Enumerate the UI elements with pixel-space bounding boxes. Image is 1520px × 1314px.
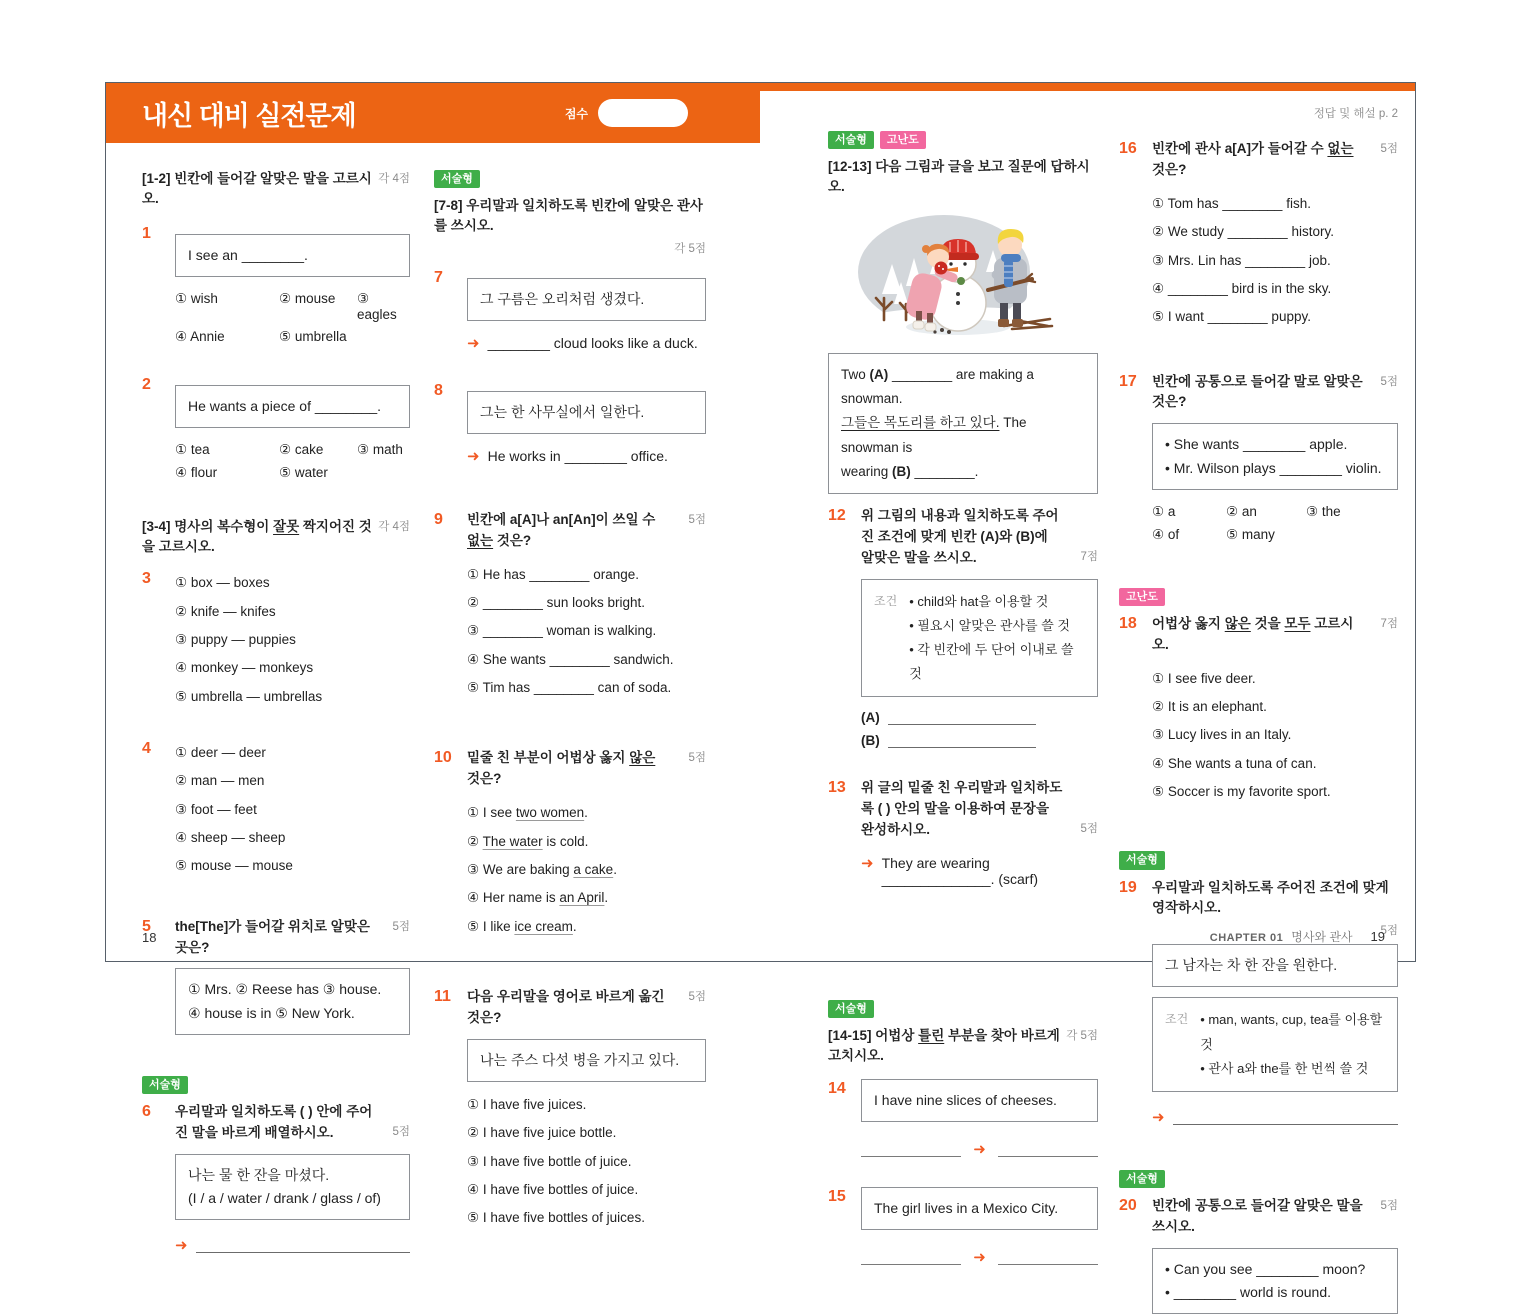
options: [175, 291, 410, 345]
stimulus-box: 나는 주스 다섯 병을 가지고 있다.: [467, 1039, 706, 1082]
stimulus-box: • She wants ________ apple. • Mr. Wilson plays ________ violin.: [1152, 423, 1398, 489]
condition-list: [1200, 1008, 1385, 1080]
arrow-icon: ➜: [467, 447, 480, 465]
question-title: 빈칸에 공통으로 들어갈 말로 알맞은 것은? 5점: [1152, 373, 1398, 410]
question-number: 7: [434, 268, 443, 286]
points-label: 7점: [1380, 617, 1398, 630]
question-title: 빈칸에 관사 a[A]가 들어갈 수 없는 것은? 5점: [1152, 141, 1398, 177]
option: ⑤ I have five bottles of juices.: [467, 1210, 645, 1226]
points-label: 각 5점: [674, 242, 706, 255]
points-label: 각 5점: [1066, 1030, 1098, 1043]
option: ⑤ Soccer is my favorite sport.: [1152, 784, 1331, 799]
option: ⑤ mouse — mouse: [175, 858, 293, 874]
condition-item: • man, wants, cup, tea를 이용할 것: [1200, 1012, 1383, 1052]
question-number: 17: [1119, 372, 1137, 390]
points-label: 각 4점: [378, 173, 410, 185]
answer-blank-line: [861, 1254, 961, 1265]
option: ① I see two women.: [467, 805, 588, 821]
question-number: 9: [434, 510, 443, 528]
section-14-15-header: [14-15] 어법상 틀린 부분을 찾아 바르게 고치시오. 각 5점: [828, 1028, 1098, 1064]
question-number: 8: [434, 381, 443, 399]
points-label: 5점: [688, 752, 706, 765]
score-label: 점수: [564, 106, 588, 121]
points-label: 5점: [392, 920, 410, 933]
option: ⑤ Tim has ________ can of soda.: [467, 680, 672, 696]
option: ⑤ umbrella: [279, 328, 347, 344]
option: ② man — men: [175, 773, 265, 789]
condition-item: • 관사 a와 the를 한 번씩 쓸 것: [1200, 1060, 1369, 1076]
option: ④ She wants a tuna of can.: [1152, 755, 1317, 771]
question-title: 위 그림의 내용과 일치하도록 주어진 조건에 맞게 빈칸 (A)와 (B)에 알맞은 말을 쓰시오. 7점: [861, 508, 1098, 566]
question-11: [434, 987, 706, 1233]
answer-blank-line: [998, 1254, 1098, 1265]
winter-snowman-illustration: [854, 208, 1072, 343]
question-17: [1119, 372, 1398, 543]
answer-area: [467, 448, 706, 464]
answer-blank-line: [888, 713, 1036, 725]
option: ⑤ umbrella — umbrellas: [175, 688, 323, 704]
options: [175, 739, 410, 881]
answer-area-b: (B): [861, 733, 1098, 748]
points-label: 5점: [1380, 375, 1398, 388]
question-number: 11: [434, 988, 451, 1005]
options: [467, 799, 706, 941]
answer-sentence: He works in ________ office.: [487, 447, 668, 464]
answer-blank-line: [998, 1146, 1098, 1157]
page-number-left: 18: [142, 930, 157, 945]
condition-box: [1152, 997, 1398, 1091]
snowman-scene-svg: [854, 208, 1072, 338]
stimulus-box: 그 구름은 오리처럼 생겼다.: [467, 278, 706, 321]
stimulus-box: • Can you see ________ moon? • ________ world is round.: [1152, 1248, 1398, 1314]
points-label: 5점: [1380, 143, 1398, 155]
question-7: [434, 268, 706, 351]
column-3: [828, 131, 1098, 1265]
question-number: 20: [1119, 1196, 1137, 1214]
question-14: [828, 1079, 1098, 1157]
question-number: 6: [142, 1102, 151, 1120]
option: ③ Lucy lives in an Italy.: [1152, 727, 1292, 743]
question-20: [1119, 1196, 1398, 1314]
question-number: 14: [828, 1079, 846, 1097]
answer-sentence: They are wearing ______________. (scarf): [881, 854, 1039, 887]
option: ① Tom has ________ fish.: [1152, 195, 1311, 211]
question-9: [434, 510, 706, 703]
condition-box: [861, 579, 1098, 697]
stimulus-box: 그 남자는 차 한 잔을 원한다.: [1152, 944, 1398, 987]
answer-sentence: ________ cloud looks like a duck.: [487, 334, 698, 351]
question-number: 13: [828, 779, 846, 797]
column-1: [142, 169, 410, 1253]
badge-essay-type: 서술형: [828, 131, 874, 149]
option: ② mouse: [279, 290, 336, 306]
option: ④ of: [1152, 526, 1180, 542]
condition-item: • 필요시 알맞은 관사를 쓸 것: [909, 617, 1070, 633]
question-title: 우리말과 일치하도록 주어진 조건에 맞게 영작하시오.: [1152, 879, 1389, 916]
stimulus-box: 그는 한 사무실에서 일한다.: [467, 391, 706, 434]
options: [467, 1091, 706, 1233]
option: ③ puppy — puppies: [175, 631, 296, 647]
badge-essay-type: 서술형: [1119, 851, 1165, 869]
option: ② knife — knifes: [175, 603, 276, 619]
stimulus-box: The girl lives in a Mexico City.: [861, 1187, 1098, 1230]
option: ② We study ________ history.: [1152, 224, 1334, 240]
question-number: 2: [142, 375, 151, 393]
stimulus-box: I see an ________.: [175, 234, 410, 277]
option: ⑤ water: [279, 464, 328, 480]
chapter-footer: [1210, 928, 1385, 945]
question-title: 밑줄 친 부분이 어법상 옳지 않은 것은? 5점: [467, 750, 706, 787]
question-13: [828, 778, 1098, 887]
question-16: [1119, 139, 1398, 332]
question-number: 12: [828, 507, 846, 525]
option: ① box — boxes: [175, 575, 270, 591]
arrow-icon: ➜: [861, 854, 874, 872]
option: ① deer — deer: [175, 744, 266, 760]
points-label: 5점: [688, 513, 706, 526]
arrow-icon: ➜: [467, 334, 480, 352]
question-number: 1: [142, 224, 151, 242]
arrow-icon: ➜: [973, 1248, 986, 1266]
section-12-13-header: [12-13] 다음 그림과 글을 보고 질문에 답하시오.: [828, 159, 1090, 195]
condition-item: • child와 hat을 이용할 것: [909, 593, 1049, 609]
workbook-spread: [105, 82, 1416, 1300]
badge-essay-type: 서술형: [434, 170, 480, 188]
option: ① a: [1152, 503, 1176, 519]
option: ③ I have five bottle of juice.: [467, 1153, 632, 1169]
option: ③ eagles: [357, 290, 397, 322]
question-title: the[The]가 들어갈 위치로 알맞은 곳은? 5점: [175, 918, 410, 955]
answer-area-a: (A): [861, 710, 1098, 725]
arrow-icon: ➜: [1152, 1108, 1165, 1126]
option: ④ monkey — monkeys: [175, 660, 314, 676]
option: ③ foot — feet: [175, 801, 257, 817]
option: ④ I have five bottles of juice.: [467, 1181, 639, 1197]
question-title: 다음 우리말을 영어로 바르게 옮긴 것은? 5점: [467, 989, 706, 1025]
page-number-right: 19: [1370, 929, 1385, 944]
stimulus-box: ① Mrs. ② Reese has ③ house. ④ house is in ⑤ New York.: [175, 968, 410, 1034]
options: [1152, 665, 1398, 807]
option: ④ Annie: [175, 328, 225, 344]
option: ④ Her name is an April.: [467, 890, 609, 906]
stimulus-box: 나는 물 한 잔을 마셨다. (I / a / water / drank / glass / of): [175, 1154, 410, 1220]
question-3: [142, 569, 410, 711]
option: ② It is an elephant.: [1152, 698, 1267, 714]
option: ① I have five juices.: [467, 1096, 587, 1112]
option: ④ sheep — sheep: [175, 829, 286, 845]
chapter-label: CHAPTER 01: [1209, 932, 1284, 944]
question-12: [828, 506, 1098, 748]
arrow-icon: ➜: [973, 1140, 986, 1158]
option: ⑤ I like ice cream.: [467, 918, 577, 934]
badge-advanced: 고난도: [1119, 588, 1165, 606]
question-5: [142, 917, 410, 1035]
question-number: 4: [142, 739, 151, 757]
condition-list: [909, 590, 1085, 686]
option: ① He has ________ orange.: [467, 566, 639, 582]
page-title: 내신 대비 실전문제: [142, 100, 356, 131]
column-2: [434, 169, 706, 1233]
question-number: 15: [828, 1187, 846, 1205]
option: ① wish: [175, 290, 218, 306]
question-title: 어법상 옳지 않은 것을 모두 고르시오. 7점: [1152, 615, 1398, 652]
option: ③ We are baking a cake.: [467, 861, 617, 877]
question-19: [1119, 878, 1398, 1125]
question-title: 빈칸에 공통으로 들어갈 알맞은 말을 쓰시오. 5점: [1152, 1197, 1398, 1234]
option: ④ flour: [175, 464, 218, 480]
question-8: [434, 381, 706, 464]
question-6: [142, 1102, 410, 1253]
answer-blank-line: [1173, 1112, 1398, 1125]
question-number: 5: [142, 917, 151, 935]
section-7-8-header: [7-8] 우리말과 일치하도록 빈칸에 알맞은 관사를 쓰시오.: [434, 198, 703, 234]
arrow-icon: ➜: [175, 1236, 188, 1254]
stimulus-box: I have nine slices of cheeses.: [861, 1079, 1098, 1122]
badges: [828, 131, 1098, 149]
condition-label: 조건: [1165, 1012, 1189, 1027]
answer-blank-line: [888, 736, 1036, 748]
option: ③ ________ woman is walking.: [467, 623, 657, 639]
answer-reference: 정답 및 해설 p. 2: [1313, 108, 1398, 120]
score-box: [598, 99, 688, 127]
points-label: 5점: [392, 1125, 410, 1138]
question-title: 위 글의 밑줄 친 우리말과 일치하도록 ( ) 안의 말을 이용하여 문장을 완성하시오. 5점: [861, 780, 1098, 837]
option: ① tea: [175, 441, 210, 457]
badge-advanced: 고난도: [880, 131, 926, 149]
option: ⑤ I want ________ puppy.: [1152, 309, 1311, 325]
answer-blank-line: [196, 1240, 410, 1253]
options: [175, 442, 410, 481]
points-label: 각 4점: [378, 520, 410, 533]
section-3-4-header: [3-4] 명사의 복수형이 잘못 짝지어진 것을 고르시오. 각 4점: [142, 518, 410, 554]
question-number: 19: [1119, 878, 1137, 896]
question-10: [434, 748, 706, 941]
option: ② ________ sun looks bright.: [467, 595, 645, 611]
title-band: [106, 83, 760, 143]
passage-line: wearing (B) ________.: [841, 463, 979, 479]
options: [1152, 190, 1398, 332]
points-label: 5점: [1080, 823, 1098, 836]
correction-area: [861, 1142, 1098, 1157]
passage-line: Two (A) ________ are making a snowman.: [841, 366, 1034, 406]
option: ③ math: [357, 441, 403, 457]
option: ③ the: [1306, 503, 1341, 519]
points-label: 7점: [1080, 551, 1098, 564]
stimulus-box: He wants a piece of ________.: [175, 385, 410, 428]
points-label: 5점: [688, 991, 706, 1003]
badge-essay-type: 서술형: [142, 1076, 188, 1094]
question-number: 3: [142, 570, 151, 588]
question-number: 16: [1119, 140, 1137, 157]
option: ② cake: [279, 441, 324, 457]
answer-area: [861, 855, 1098, 887]
answer-area: [175, 1238, 410, 1253]
points-label: 5점: [1380, 925, 1398, 938]
question-2: [142, 375, 410, 481]
answer-area: [467, 335, 706, 351]
badge-essay-type: 서술형: [828, 1000, 874, 1018]
option: ② an: [1226, 503, 1257, 519]
section-1-2-header: [1-2] 빈칸에 들어갈 알맞은 말을 고르시오. 각 4점: [142, 171, 410, 207]
question-1: [142, 224, 410, 345]
option: ① I see five deer.: [1152, 670, 1256, 686]
question-4: [142, 739, 410, 881]
options: [175, 569, 410, 711]
points-label: 5점: [1380, 1199, 1398, 1212]
score-area: [565, 99, 688, 127]
question-number: 10: [434, 749, 452, 767]
option: ② The water is cold.: [467, 833, 589, 849]
question-18: [1119, 614, 1398, 807]
answer-area: [1152, 1110, 1398, 1125]
condition-item: • 각 빈칸에 두 단어 이내로 쓸 것: [909, 642, 1074, 682]
passage-line: 그들은 목도리를 하고 있다. The snowman is: [841, 415, 1027, 455]
question-title: 빈칸에 a[A]나 an[An]이 쓰일 수 없는 것은? 5점: [467, 511, 706, 548]
correction-area: [861, 1250, 1098, 1265]
question-title: 우리말과 일치하도록 ( ) 안에 주어진 말을 바르게 배열하시오. 5점: [175, 1103, 410, 1140]
passage-box: [828, 353, 1098, 494]
option: ⑤ many: [1226, 526, 1275, 542]
option: ④ ________ bird is in the sky.: [1152, 280, 1332, 296]
question-15: [828, 1187, 1098, 1265]
chapter-title: 명사와 관사: [1291, 930, 1353, 944]
option: ④ She wants ________ sandwich.: [467, 651, 674, 667]
question-number: 18: [1119, 614, 1137, 632]
options: [467, 561, 706, 703]
badge-essay-type: 서술형: [1119, 1170, 1165, 1188]
option: ② I have five juice bottle.: [467, 1125, 617, 1141]
column-4: [1119, 105, 1398, 1314]
answer-blank-line: [861, 1146, 961, 1157]
options: [1152, 504, 1398, 543]
condition-label: 조건: [874, 593, 898, 608]
option: ③ Mrs. Lin has ________ job.: [1152, 252, 1331, 268]
